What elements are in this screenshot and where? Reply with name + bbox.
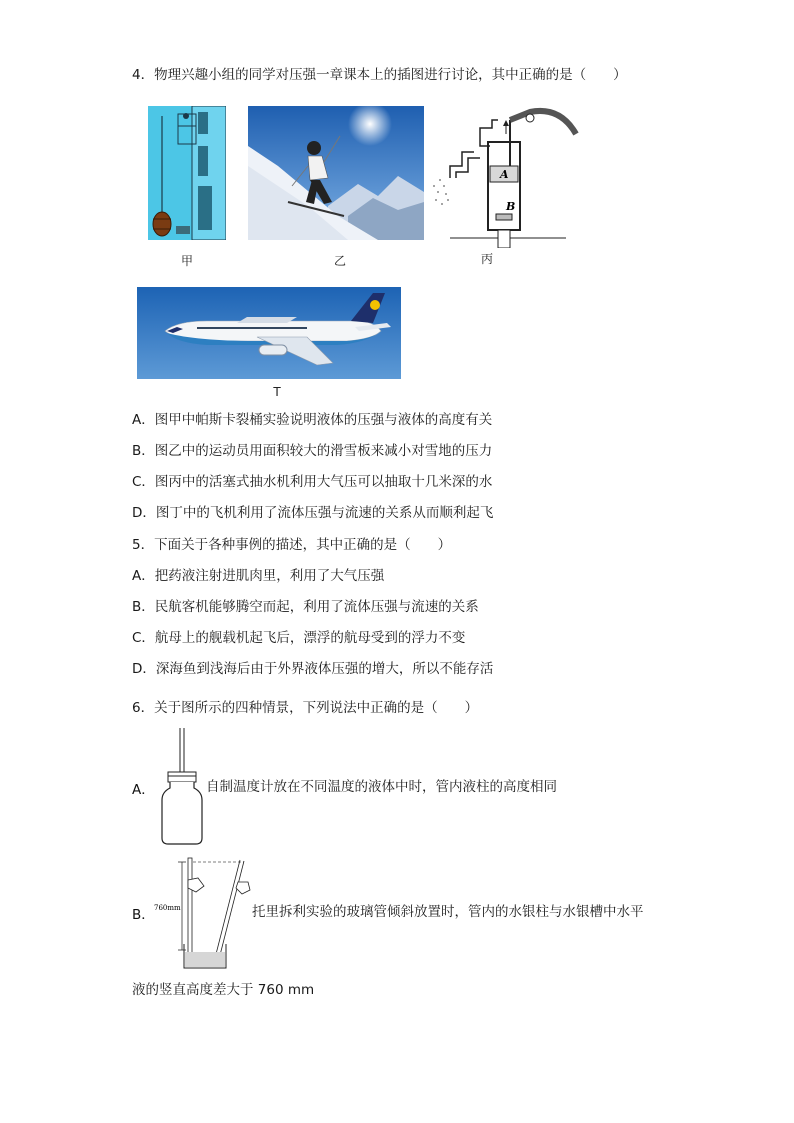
q4-option-c: C．图丙中的活塞式抽水机利用大气压可以抽取十几米深的水 bbox=[132, 474, 493, 490]
caption-yi: 乙 bbox=[333, 254, 346, 268]
label-760mm: 760mm bbox=[154, 904, 181, 912]
figure-yi-skier bbox=[248, 106, 424, 240]
figure-ding-airplane bbox=[137, 287, 401, 379]
caption-ding: T bbox=[273, 385, 281, 399]
q5-option-c: C．航母上的舰载机起飞后，漂浮的航母受到的浮力不变 bbox=[132, 630, 466, 646]
figure-bing-piston-pump bbox=[430, 106, 580, 248]
q6-option-a-text: 自制温度计放在不同温度的液体中时，管内液柱的高度相同 bbox=[206, 779, 557, 795]
caption-jia: 甲 bbox=[180, 254, 193, 268]
q4-option-d: D．图丁中的飞机利用了流体压强与流速的关系从而顺利起飞 bbox=[132, 505, 494, 521]
q5-stem: 5．下面关于各种事例的描述，其中正确的是（ ） bbox=[132, 537, 452, 553]
q5-option-b: B．民航客机能够腾空而起，利用了流体压强与流速的关系 bbox=[132, 599, 479, 615]
figure-homemade-thermometer bbox=[160, 728, 204, 846]
q4-stem: 4．物理兴趣小组的同学对压强一章课本上的插图进行讨论，其中正确的是（ ） bbox=[132, 67, 627, 83]
q4-option-a: A．图甲中帕斯卡裂桶实验说明液体的压强与液体的高度有关 bbox=[132, 412, 493, 428]
q6-option-b-text: 托里拆利实验的玻璃管倾斜放置时，管内的水银柱与水银槽中水平 bbox=[252, 904, 644, 920]
fig-label-B: B bbox=[506, 200, 516, 213]
q4-option-b: B．图乙中的运动员用面积较大的滑雪板来减小对雪地的压力 bbox=[132, 443, 493, 459]
q6-stem: 6．关于图所示的四种情景，下列说法中正确的是（ ） bbox=[132, 700, 479, 716]
q5-option-d: D．深海鱼到浅海后由于外界液体压强的增大，所以不能存活 bbox=[132, 661, 494, 677]
fig-label-A: A bbox=[500, 168, 509, 181]
q6-option-a-letter: A． bbox=[132, 782, 155, 798]
figure-torricelli-experiment bbox=[152, 856, 256, 972]
q6-option-b-letter: B． bbox=[132, 907, 155, 923]
figure-jia-pascal-barrel bbox=[148, 106, 226, 240]
q5-option-a: A．把药液注射进肌肉里，利用了大气压强 bbox=[132, 568, 385, 584]
q6-option-b-continued: 液的竖直高度差大于 760 mm bbox=[132, 982, 315, 998]
caption-bing: 丙 bbox=[480, 252, 493, 266]
